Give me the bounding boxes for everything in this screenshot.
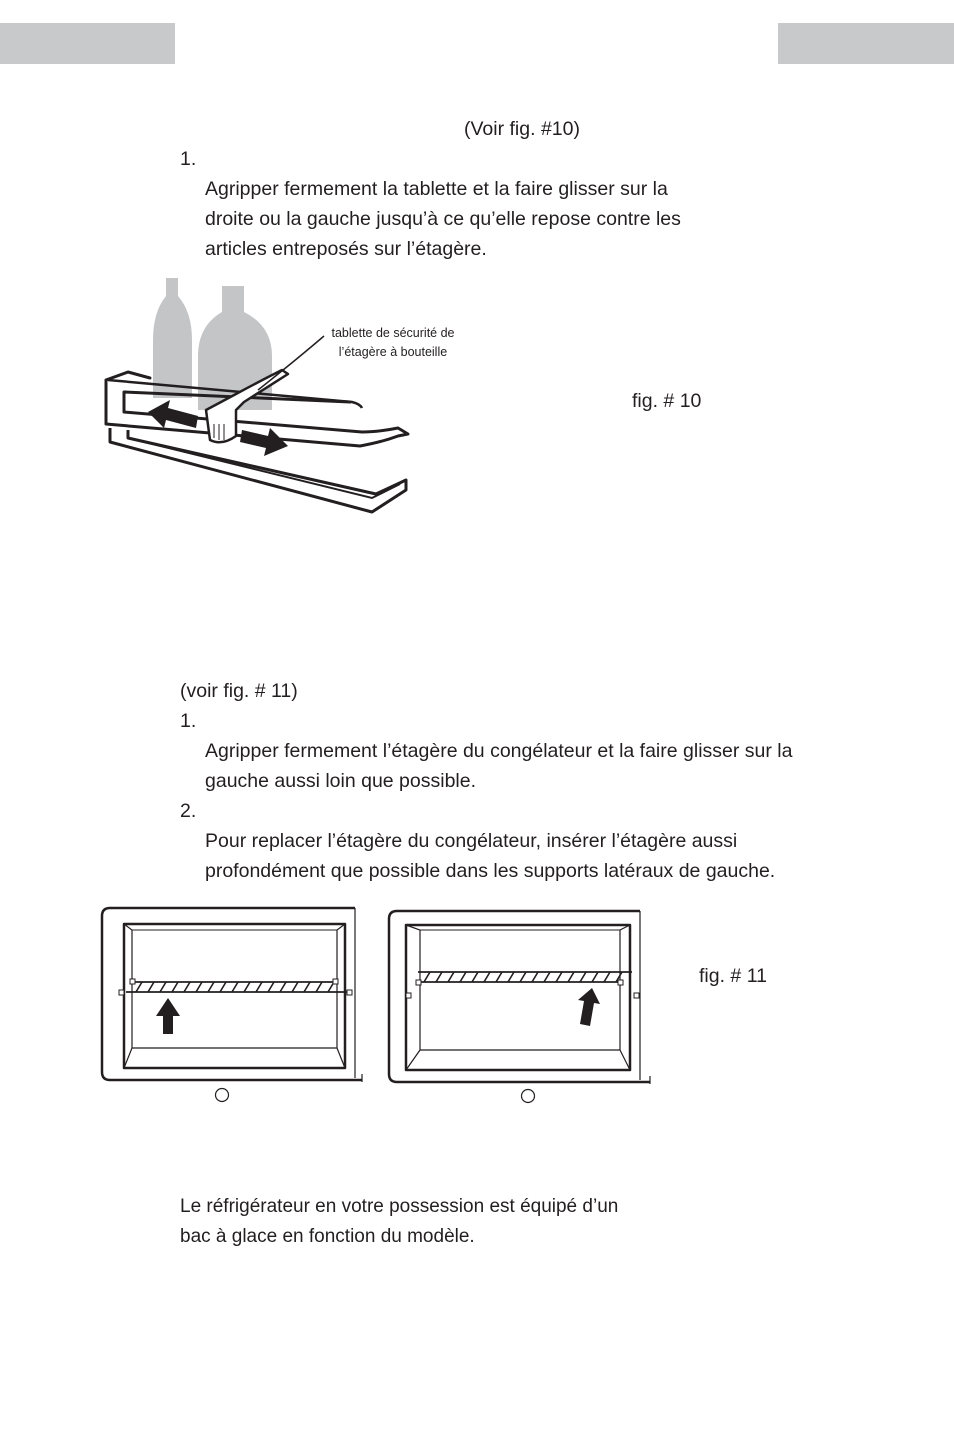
freezer-left-inner (124, 924, 345, 1068)
step-number: 1. (180, 710, 197, 732)
freezer-left (102, 908, 362, 1082)
step-number: 1. (180, 148, 197, 170)
fig10-callout: tablette de sécurité de l’étagère à bouteille (331, 326, 455, 359)
shelf-left (119, 979, 352, 995)
step-text: Agripper fermement la tablette et la faire glisser sur la droite ou la gauche jusqu’à ce qu’elle repose contre les articles entreposés sur l’étagère. (205, 178, 681, 260)
fig11-reference: (voir fig. # 11) (180, 680, 298, 702)
ice-tray-text-line1: Le réfrigérateur en votre possession est équipé d’un (180, 1196, 619, 1217)
step-text: Pour replacer l’étagère du congélateur, insérer l’étagère aussi profondément que possible dans les supports latéraux de gauche. (205, 830, 776, 882)
knob-right (522, 1090, 535, 1103)
fig11-label: fig. # 11 (699, 965, 767, 987)
freezer-right (389, 911, 650, 1084)
freezer-right-outer (389, 911, 650, 1082)
shelf-right (406, 972, 639, 998)
freezer-left-outer (102, 908, 362, 1080)
ice-tray-text-line2: bac à glace en fonction du modèle. (180, 1226, 475, 1247)
fig10-label: fig. # 10 (632, 390, 702, 412)
step-number: 2. (180, 800, 197, 822)
knob-left (216, 1089, 229, 1102)
fig10-reference: (Voir fig. #10) (464, 118, 580, 140)
arrow-up-right (578, 988, 600, 1026)
arrow-up-left (156, 998, 180, 1034)
step-text: Agripper fermement l’étagère du congélateur et la faire glisser sur la gauche aussi loin que possible. (205, 740, 793, 792)
